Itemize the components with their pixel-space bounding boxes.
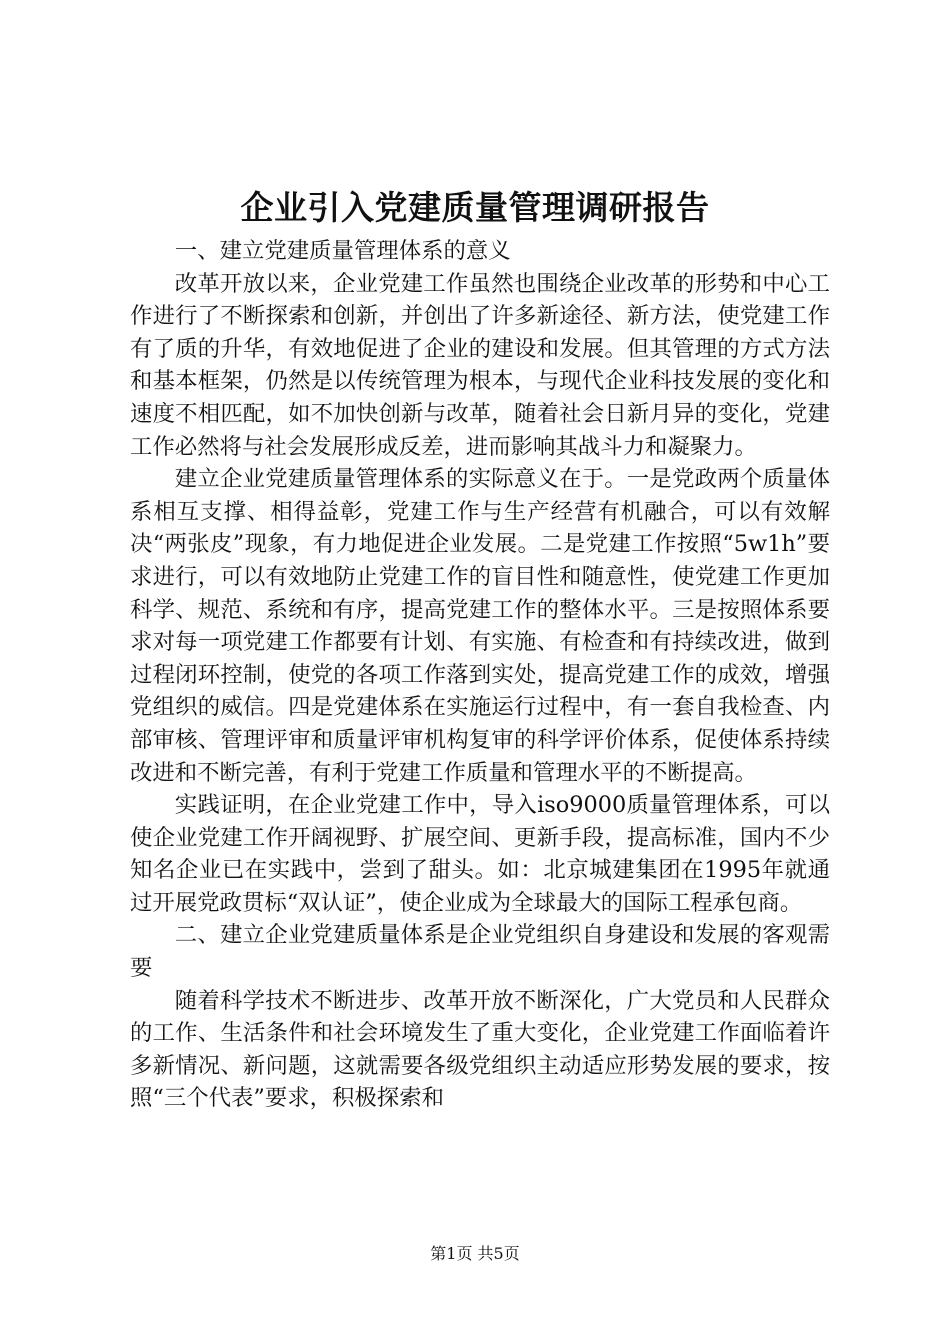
paragraph: 改革开放以来，企业党建工作虽然也围绕企业改革的形势和中心工作进行了不断探索和创新，并创出了许多新途径、新方法，使党建工作有了质的升华，有效地促进了企业的建设和发展。但其管理的方式方法和基本框架，仍然是以传统管理为根本，与现代企业科技发展的变化和速度不相匹配，如不加快创新与改革，随着社会日新月异的变化，党建工作必然将与社会发展形成反差，进而影响其战斗力和凝聚力。	[130, 270, 830, 460]
section-heading: 一、建立党建质量管理体系的意义	[174, 238, 511, 264]
section-heading: 二、建立企业党建质量体系是企业党组织自身建设和发展的客观需要	[130, 922, 830, 982]
document-title: 企业引入党建质量管理调研报告	[240, 188, 710, 227]
document-body	[130, 235, 830, 1115]
paragraph: 实践证明，在企业党建工作中，导入iso9000质量管理体系，可以使企业党建工作开阔视野、扩展空间、更新手段，提高标准，国内不少知名企业已在实践中，尝到了甜头。如：北京城建集团在1995年就通过开展党政贯标“双认证”，使企业成为全球最大的国际工程承包商。	[130, 792, 830, 916]
paragraph: 随着科学技术不断进步、改革开放不断深化，广大党员和人民群众的工作、生活条件和社会环境发生了重大变化，企业党建工作面临着许多新情况、新问题，这就需要各级党组织主动适应形势发展的要求，按照“三个代表”要求，积极探索和	[130, 987, 830, 1112]
paragraph: 建立企业党建质量管理体系的实际意义在于。一是党政两个质量体系相互支撑、相得益彰，党建工作与生产经营有机融合，可以有效解决“两张皮”现象，有力地促进企业发展。二是党建工作按照“5w1h”要求进行，可以有效地防止党建工作的盲目性和随意性，使党建工作更加科学、规范、系统和有序，提高党建工作的整体水平。三是按照体系要求对每一项党建工作都要有计划、有实施、有检查和有持续改进，做到过程闭环控制，使党的各项工作落到实处，提高党建工作的成效，增强党组织的威信。四是党建体系在实施运行过程中，有一套自我检查、内部审核、管理评审和质量评审机构复审的科学评价体系，促使体系持续改进和不断完善，有利于党建工作质量和管理水平的不断提高。	[130, 466, 830, 786]
page-footer: 第1页 共5页	[430, 1244, 520, 1263]
